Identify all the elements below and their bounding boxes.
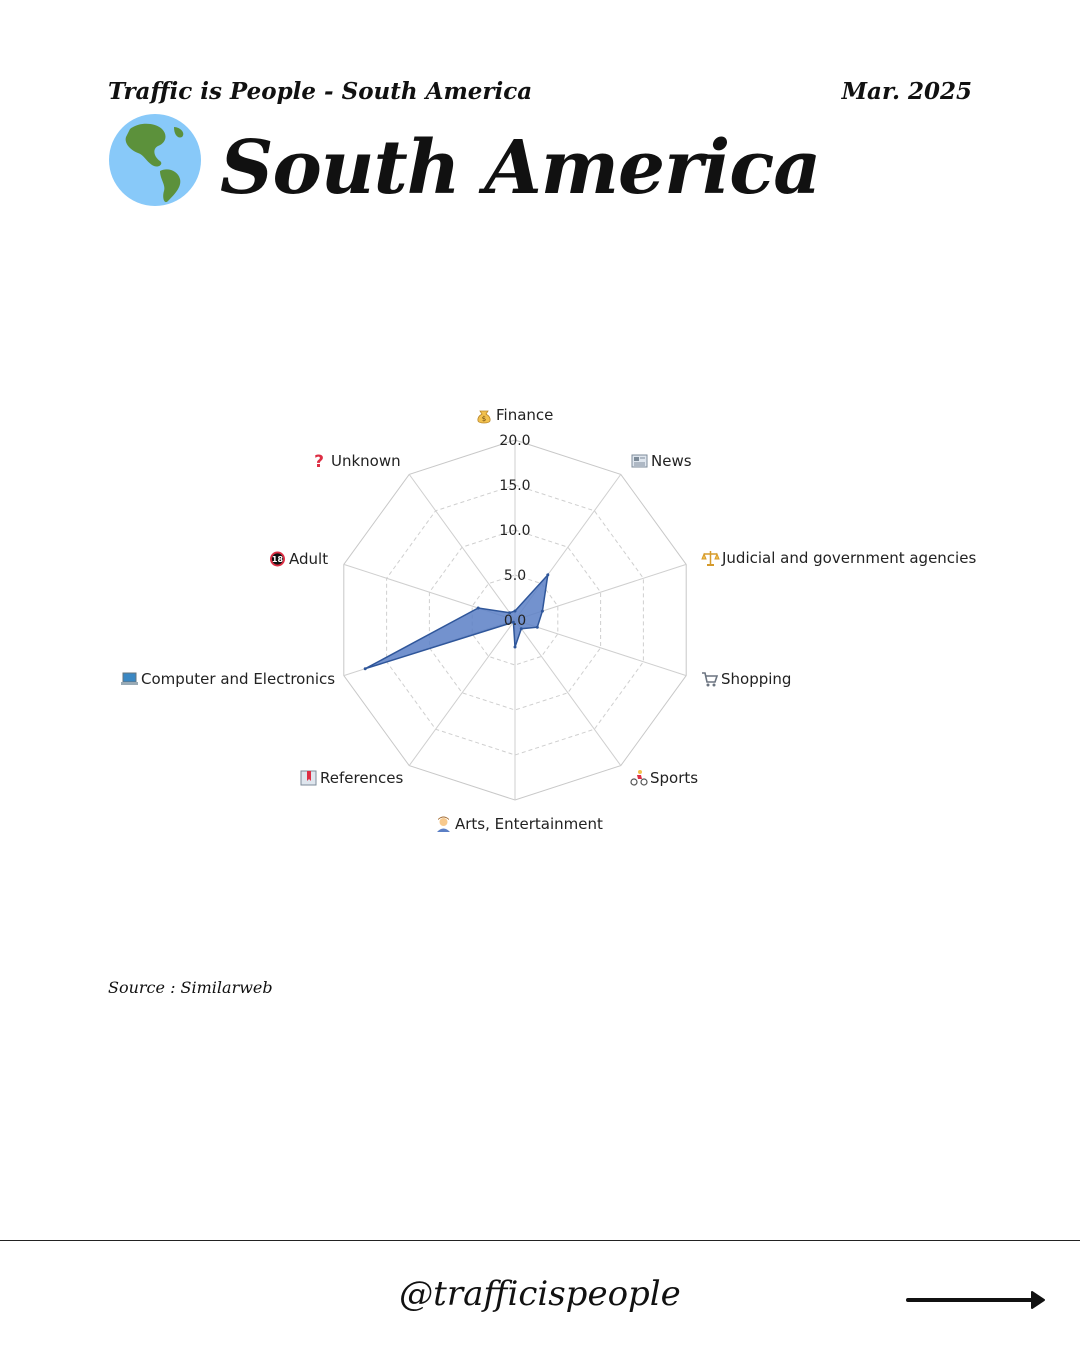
- shopping-cart-icon: [702, 673, 717, 687]
- category-label: Adult: [289, 550, 329, 568]
- category-label: Sports: [650, 769, 699, 787]
- money-bag-icon: [478, 411, 490, 423]
- category-label: Judicial and government agencies: [722, 549, 977, 567]
- bookmark-icon: [301, 771, 316, 785]
- category-label: Computer and Electronics: [141, 670, 336, 688]
- axis-spoke: [515, 620, 621, 766]
- data-point: [541, 610, 544, 613]
- category-label: Finance: [496, 406, 554, 424]
- page-title: South America: [220, 125, 821, 211]
- cyclist-icon: [631, 770, 647, 785]
- svg-text:18: 18: [271, 555, 284, 564]
- newspaper-icon: [632, 455, 647, 467]
- category-label: News: [651, 452, 692, 470]
- report-date: Mar. 2025: [841, 78, 972, 105]
- category-label: Unknown: [331, 452, 401, 470]
- tick-label: 5.0: [503, 568, 527, 584]
- category-label: Shopping: [721, 670, 792, 688]
- laptop-icon: [121, 673, 138, 685]
- performer-icon: [437, 817, 450, 833]
- question-mark-icon: [314, 452, 324, 472]
- page-subtitle: Traffic is People - South America: [108, 78, 533, 105]
- data-point: [477, 607, 480, 610]
- globe-americas-icon: [108, 113, 202, 207]
- data-point: [546, 573, 549, 576]
- axis-spoke: [409, 474, 515, 620]
- tick-label: 10.0: [499, 523, 531, 539]
- arrow-right-icon[interactable]: [906, 1288, 1048, 1312]
- radar-chart: [0, 380, 1080, 850]
- footer-divider: [0, 1240, 1080, 1241]
- tick-label: 20.0: [499, 433, 531, 449]
- data-point: [514, 646, 517, 649]
- svg-text:?: ?: [314, 452, 324, 472]
- header: [108, 78, 972, 112]
- social-handle: @trafficispeople: [399, 1274, 681, 1314]
- tick-label: 15.0: [499, 478, 531, 494]
- data-point: [536, 626, 539, 629]
- no-under-18-icon: [270, 552, 285, 567]
- category-label: Arts, Entertainment: [455, 815, 603, 833]
- data-point: [364, 667, 367, 670]
- category-label: References: [320, 769, 404, 787]
- tick-label: 0.0: [503, 613, 527, 629]
- svg-text:$: $: [481, 415, 487, 423]
- scales-icon: [702, 551, 719, 566]
- source-note: Source : Similarweb: [108, 978, 273, 997]
